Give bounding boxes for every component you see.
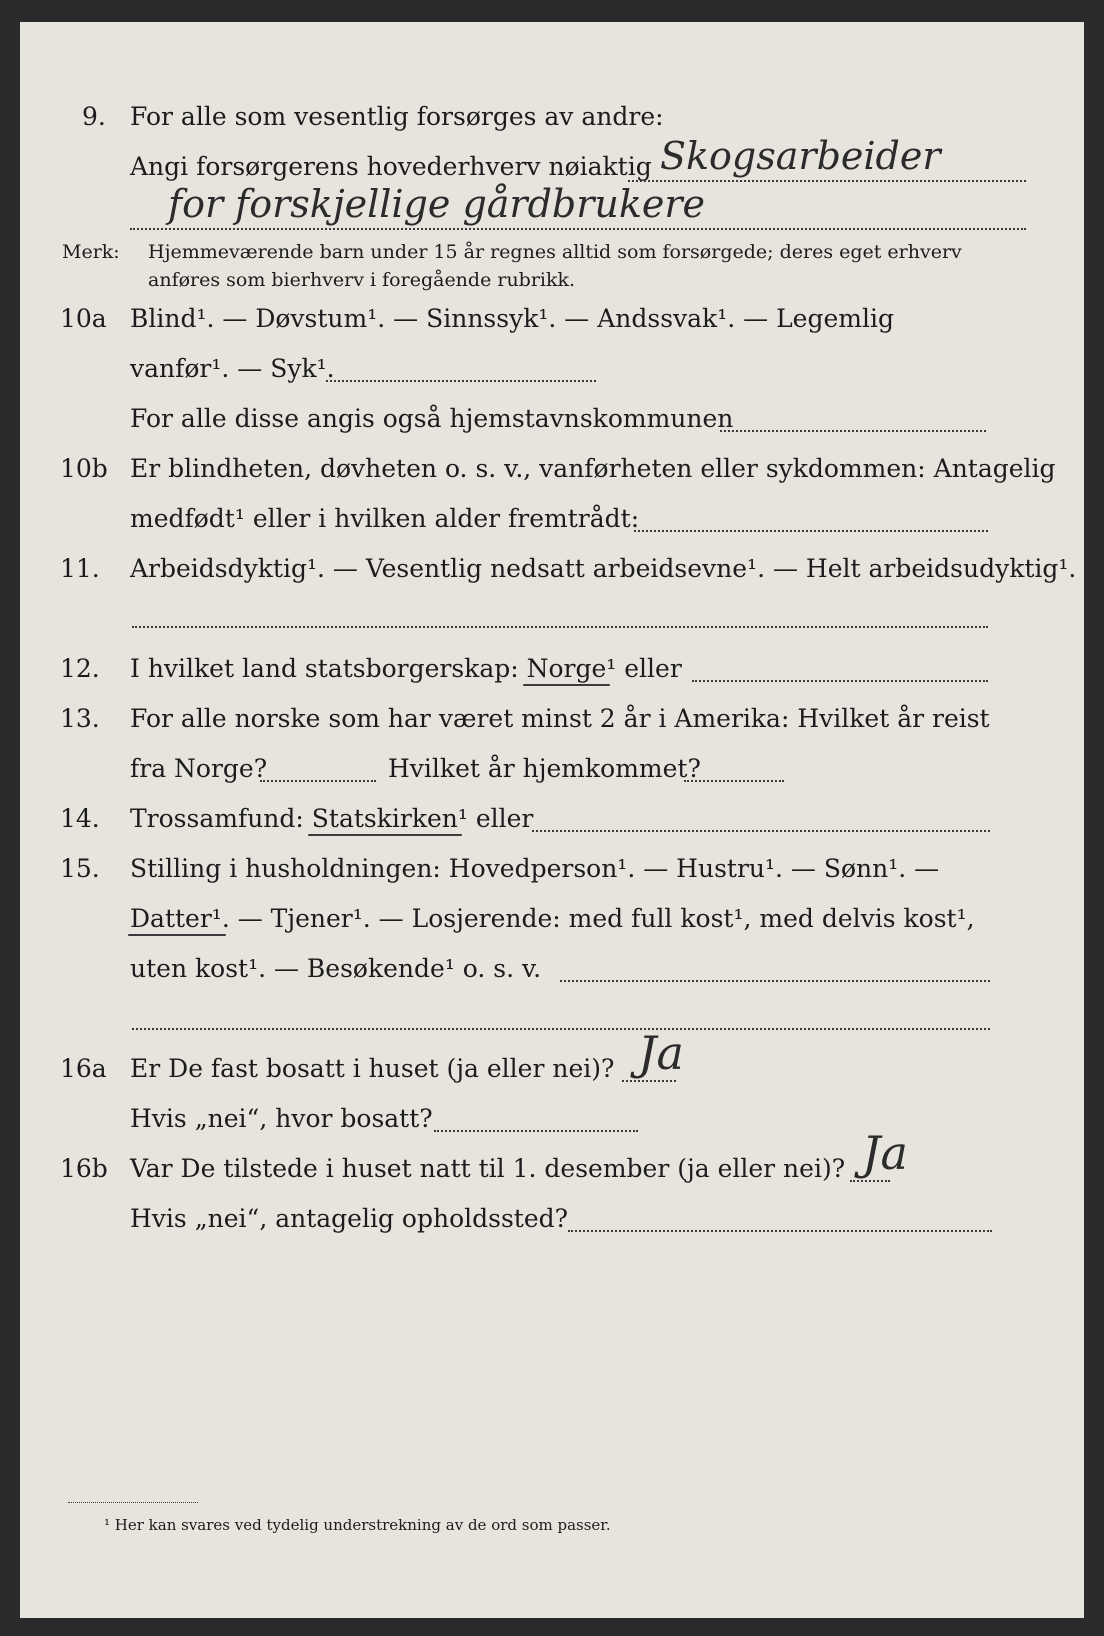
q13-answer-line2 — [684, 780, 784, 782]
q10b-line1: Er blindheten, døvheten o. s. v., vanførheten eller sykdommen: Antagelig — [130, 454, 1056, 483]
q10a-number: 10a — [60, 304, 107, 333]
form-page — [20, 22, 1084, 1618]
q13-line1: For alle norske som har været minst 2 år i Amerika: Hvilket år reist — [130, 704, 990, 733]
q15-line1: Stilling i husholdningen: Hovedperson¹. — Hustru¹. — Sønn¹. — — [130, 854, 940, 883]
q10b-line2: medfødt¹ eller i hvilken alder fremtrådt: — [130, 504, 640, 533]
q10b-number: 10b — [60, 454, 108, 483]
q14-suffix: ¹ eller — [457, 804, 534, 833]
q14-prefix: Trossamfund: — [130, 804, 312, 833]
q16b-handwritten-answer: Ja — [862, 1126, 908, 1180]
q11-line1: Arbeidsdyktig¹. — Vesentlig nedsatt arbeidsevne¹. — Helt arbeidsudyktig¹. — [130, 554, 1077, 583]
q16b-answer-line2 — [568, 1230, 992, 1232]
q11-number: 11. — [60, 554, 100, 583]
q15-number: 15. — [60, 854, 100, 883]
q15-line2 — [130, 904, 975, 934]
q10a-answer-line2 — [720, 430, 986, 432]
q10a-line3: For alle disse angis også hjemstavnskommunen — [130, 404, 734, 433]
q16a-handwritten-answer: Ja — [638, 1026, 684, 1080]
q15-option-datter: Datter — [130, 904, 212, 933]
q15-line3: uten kost¹. — Besøkende¹ o. s. v. — [130, 954, 542, 983]
q16a-answer-line2 — [434, 1130, 638, 1132]
q11-answer-line — [132, 626, 988, 628]
note-line2: anføres som bierhverv i foregående rubrikk. — [148, 269, 576, 291]
q15-answer-line1 — [560, 980, 990, 982]
q14-number: 14. — [60, 804, 100, 833]
q13-line2a: fra Norge? — [130, 754, 268, 783]
q9-line1: For alle som vesentlig forsørges av andre: — [130, 102, 664, 131]
q9-line2: Angi forsørgerens hovederhverv nøiaktig — [130, 152, 652, 181]
q12-underline — [523, 684, 611, 686]
q16b-line1: Var De tilstede i huset natt til 1. desember (ja eller nei)? — [130, 1154, 846, 1183]
q15-line2-rest: ¹. — Tjener¹. — Losjerende: med full kost¹, med delvis kost¹, — [211, 904, 975, 933]
q9-number: 9. — [82, 102, 106, 131]
q16b-line2: Hvis „nei“, antagelig opholdssted? — [130, 1204, 569, 1233]
q14-line1 — [130, 804, 533, 834]
q16a-line1: Er De fast bosatt i huset (ja eller nei)? — [130, 1054, 615, 1083]
q15-answer-line2 — [132, 1028, 990, 1030]
q16a-answer-line1 — [622, 1080, 676, 1082]
q10a-line2: vanfør¹. — Syk¹. — [130, 354, 335, 383]
footnote-text: ¹ Her kan svares ved tydelig understrekning av de ord som passer. — [104, 1516, 611, 1534]
q14-option-statskirken: Statskirken — [311, 804, 458, 833]
q9-handwritten-answer1: Skogsarbeider — [660, 134, 941, 178]
footnote-rule — [68, 1502, 198, 1503]
q12-line1 — [130, 654, 682, 684]
q12-number: 12. — [60, 654, 100, 683]
q12-option-norge: Norge — [526, 654, 607, 683]
q9-handwritten-answer2: for forskjellige gårdbrukere — [168, 182, 706, 226]
q15-underline — [128, 934, 226, 936]
q13-number: 13. — [60, 704, 100, 733]
q13-answer-line1 — [260, 780, 376, 782]
q16b-number: 16b — [60, 1154, 108, 1183]
q12-suffix: ¹ eller — [606, 654, 682, 683]
q10b-answer-line — [634, 530, 988, 532]
q13-line2b: Hvilket år hjemkommet? — [388, 754, 701, 783]
q12-answer-line — [692, 680, 988, 682]
q12-prefix: I hvilket land statsborgerskap: — [130, 654, 527, 683]
q14-answer-line — [532, 830, 990, 832]
q10a-answer-line1 — [326, 380, 596, 382]
q16a-line2: Hvis „nei“, hvor bosatt? — [130, 1104, 433, 1133]
q16a-number: 16a — [60, 1054, 107, 1083]
q14-underline — [308, 834, 462, 836]
q10a-line1: Blind¹. — Døvstum¹. — Sinnssyk¹. — Andssvak¹. — Legemlig — [130, 304, 894, 333]
q9-answer-line2 — [130, 228, 1026, 230]
note-label: Merk: — [62, 241, 120, 263]
note-line1: Hjemmeværende barn under 15 år regnes alltid som forsørgede; deres eget erhverv — [148, 241, 962, 263]
q16b-answer-line1 — [850, 1180, 890, 1182]
